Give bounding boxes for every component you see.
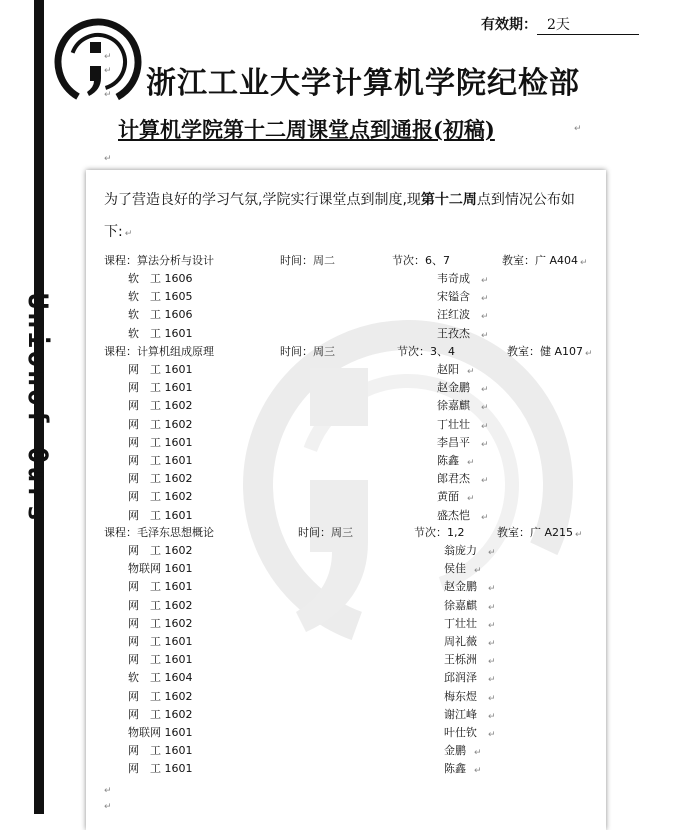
paragraph-mark-icon: ↵ <box>488 675 496 686</box>
course-period: 节次：3、4 <box>397 345 455 358</box>
student-name: 邱润泽 <box>444 671 477 685</box>
student-name: 周礼薇 <box>444 635 477 648</box>
student-class: 软 工 1601 <box>128 326 193 340</box>
student-class: 网 工 1602 <box>128 472 193 486</box>
paragraph-mark-icon: ↵ <box>488 548 496 558</box>
student-class: 网 工 1601 <box>128 653 193 667</box>
student-name: 盛杰恺 <box>437 508 470 522</box>
watermark-logo-icon <box>228 250 588 720</box>
paragraph-mark-icon: ↵ <box>104 802 112 812</box>
student-name: 徐嘉麒 <box>444 598 477 612</box>
student-name: 陈鑫 <box>437 454 459 467</box>
student-name: 翁庞力 <box>444 544 477 557</box>
student-name: 丁壮壮 <box>444 616 477 630</box>
student-class: 网 工 1601 <box>128 435 193 449</box>
paragraph-mark-icon: ↵ <box>481 385 489 396</box>
paragraph-mark-icon: ↵ <box>575 530 583 540</box>
paragraph-mark-icon: ↵ <box>488 620 496 631</box>
student-class: 网 工 1602 <box>128 544 193 557</box>
paragraph-mark-icon: ↵ <box>574 124 582 134</box>
validity <box>481 14 639 35</box>
student-name: 侯佳 <box>444 562 466 576</box>
paragraph-mark-icon: ↵ <box>481 512 489 523</box>
student-name: 赵金鹏 <box>444 580 477 594</box>
paragraph-mark-icon: ↵ <box>488 584 496 595</box>
paragraph-mark-icon: ↵ <box>488 639 496 649</box>
validity-label: 有效期： <box>481 17 537 33</box>
paragraph-mark-icon: ↵ <box>481 330 489 341</box>
paragraph-mark-icon: ↵ <box>488 693 496 704</box>
student-class: 物联网 1601 <box>128 562 193 576</box>
student-class: 网 工 1602 <box>128 689 193 703</box>
side-slogan-text: Unionof Ours <box>22 292 54 524</box>
student-class: 软 工 1606 <box>128 272 193 285</box>
student-class: 网 工 1602 <box>128 598 193 612</box>
student-class: 网 工 1602 <box>128 707 193 721</box>
intro-paragraph <box>104 184 594 250</box>
paragraph-mark-icon: ↵ <box>474 566 482 577</box>
student-name: 赵金鹏 <box>437 381 470 395</box>
student-name: 韦奇成 <box>437 272 470 285</box>
student-name: 宋镒含 <box>437 290 470 304</box>
paragraph-mark-icon: ↵ <box>104 52 112 62</box>
student-name: 王栎洲 <box>444 653 477 667</box>
paragraph-mark-icon: ↵ <box>481 294 489 305</box>
intro-text: 为了营造良好的学习气氛,学院实行课堂点到制度,现 <box>104 192 421 208</box>
student-class: 网 工 1601 <box>128 580 193 594</box>
logo-icon <box>52 16 144 108</box>
student-name: 王孜杰 <box>437 326 470 340</box>
student-class: 软 工 1606 <box>128 308 193 322</box>
student-name: 赵阳 <box>437 363 459 376</box>
course-room: 教室：广 A215 <box>497 526 574 539</box>
course-time: 时间：周三 <box>298 526 353 539</box>
student-name: 黄皕 <box>437 490 459 504</box>
student-name: 金鹏 <box>444 744 466 758</box>
course-course: 课程：算法分析与设计 <box>104 254 214 267</box>
paragraph-mark-icon: ↵ <box>488 657 496 668</box>
student-name: 徐嘉麒 <box>437 399 470 413</box>
paragraph-mark-icon: ↵ <box>488 711 496 722</box>
student-class: 软 工 1605 <box>128 290 193 304</box>
course-time: 时间：周三 <box>280 345 335 358</box>
paragraph-mark-icon: ↵ <box>124 229 133 239</box>
student-name: 汪红波 <box>437 308 470 322</box>
student-class: 网 工 1602 <box>128 490 193 504</box>
intro-week: 第十二周 <box>420 192 477 208</box>
student-class: 软 工 1604 <box>128 671 193 685</box>
student-class: 物联网 1601 <box>128 726 193 739</box>
paragraph-mark-icon: ↵ <box>488 730 496 740</box>
paragraph-mark-icon: ↵ <box>481 276 489 286</box>
validity-value: 2天 <box>537 14 639 35</box>
paragraph-mark-icon: ↵ <box>580 258 588 268</box>
paragraph-mark-icon: ↵ <box>474 748 482 759</box>
paragraph-mark-icon: ↵ <box>481 421 489 432</box>
student-class: 网 工 1601 <box>128 635 193 648</box>
paragraph-mark-icon: ↵ <box>488 602 496 613</box>
student-name: 叶仕钦 <box>444 726 477 739</box>
course-time: 时间：周二 <box>280 254 335 267</box>
student-name: 郎君杰 <box>437 472 470 486</box>
course-room: 教室：广 A404 <box>502 254 579 267</box>
paragraph-mark-icon: ↵ <box>467 494 475 505</box>
paragraph-mark-icon: ↵ <box>474 766 482 777</box>
intro-text-end: 点到情况公布如下: <box>104 192 575 240</box>
student-class: 网 工 1601 <box>128 744 193 758</box>
paragraph-mark-icon: ↵ <box>104 786 112 796</box>
paragraph-mark-icon: ↵ <box>104 154 112 164</box>
student-name: 李昌平 <box>437 435 470 449</box>
paragraph-mark-icon: ↵ <box>467 367 475 377</box>
student-name: 谢江峰 <box>444 707 477 721</box>
course-period: 节次：6、7 <box>392 254 450 267</box>
student-class: 网 工 1601 <box>128 363 193 376</box>
student-name: 丁壮壮 <box>437 417 470 431</box>
student-class: 网 工 1602 <box>128 399 193 413</box>
student-class: 网 工 1601 <box>128 508 193 522</box>
student-class: 网 工 1601 <box>128 381 193 395</box>
course-period: 节次：1,2 <box>414 526 465 539</box>
student-class: 网 工 1601 <box>128 762 193 776</box>
paragraph-mark-icon: ↵ <box>467 458 475 468</box>
paragraph-mark-icon: ↵ <box>104 90 112 100</box>
paragraph-mark-icon: ↵ <box>585 349 593 359</box>
paragraph-mark-icon: ↵ <box>481 439 489 450</box>
course-room: 教室：健 A107 <box>507 345 584 358</box>
report-title: 计算机学院第十二周课堂点到通报(初稿) <box>118 117 495 142</box>
side-slogan <box>12 268 64 548</box>
paragraph-mark-icon: ↵ <box>104 66 112 76</box>
student-class: 网 工 1601 <box>128 454 193 467</box>
student-name: 陈鑫 <box>444 762 466 776</box>
student-class: 网 工 1602 <box>128 616 193 630</box>
paragraph-mark-icon: ↵ <box>481 476 489 487</box>
paragraph-mark-icon: ↵ <box>481 312 489 323</box>
course-course: 课程：毛泽东思想概论 <box>104 526 214 539</box>
course-course: 课程：计算机组成原理 <box>104 345 214 358</box>
org-title: 浙江工业大学计算机学院纪检部 <box>146 66 580 101</box>
paragraph-mark-icon: ↵ <box>481 403 489 414</box>
student-class: 网 工 1602 <box>128 417 193 431</box>
student-name: 梅东煜 <box>444 689 477 703</box>
